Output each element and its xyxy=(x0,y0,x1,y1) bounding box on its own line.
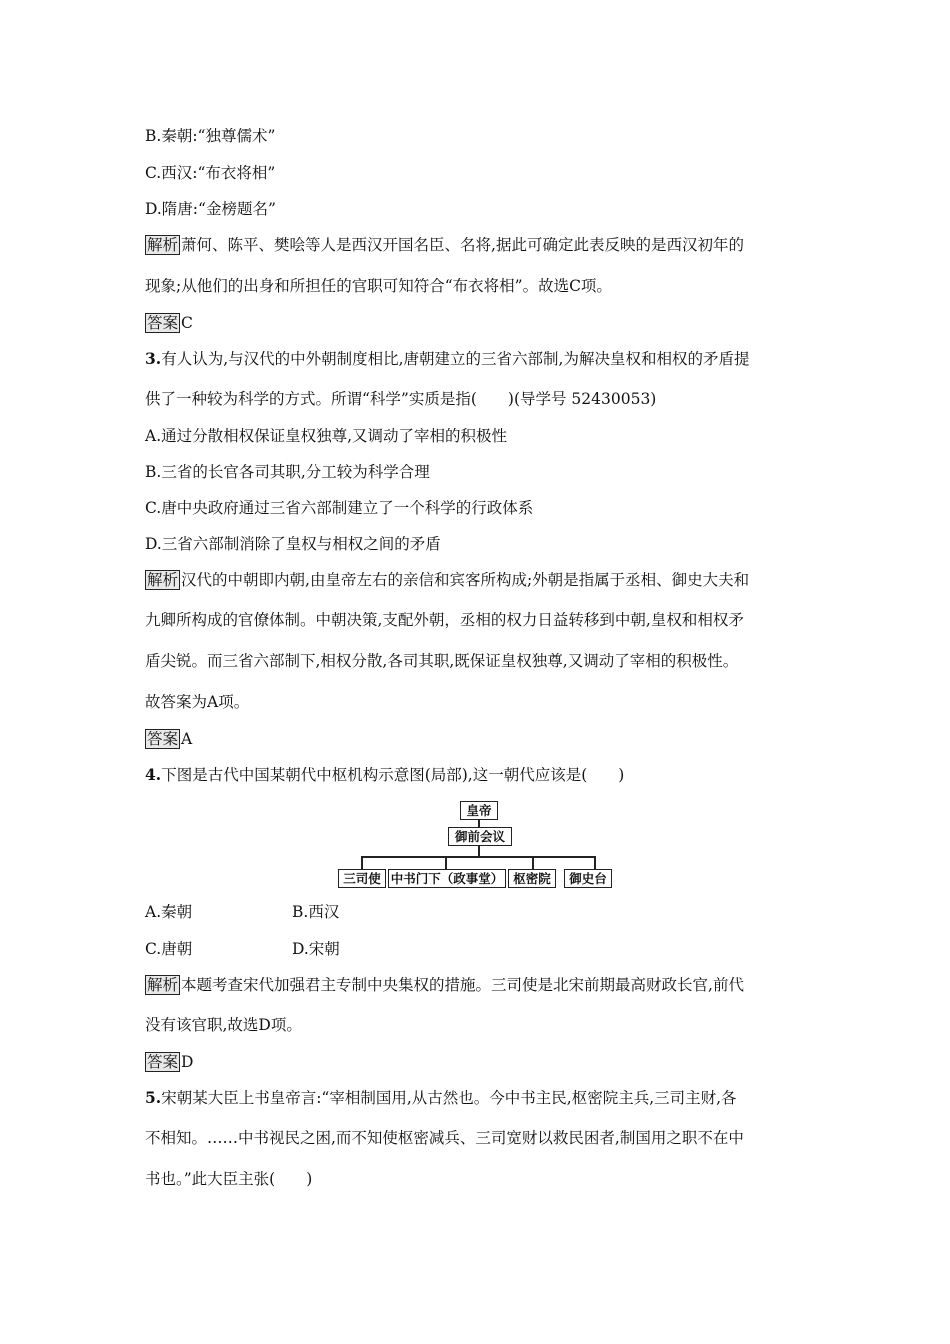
censorate-box: 御史台 xyxy=(564,869,612,888)
q4-option-c: C.唐朝 xyxy=(145,940,193,958)
answer-value: C xyxy=(181,314,193,332)
q4-option-b: B.西汉 xyxy=(292,903,340,921)
question-number: 5. xyxy=(145,1088,162,1107)
branch-line xyxy=(361,856,594,858)
q2-answer xyxy=(145,313,193,333)
connector-line xyxy=(532,856,534,869)
analysis-text: 本题考查宋代加强君主专制中央集权的措施。三司使是北宋前期最高财政长官,前代 xyxy=(181,976,744,994)
connector-line xyxy=(445,856,447,869)
connector-line xyxy=(478,820,480,827)
q5-stem-line-1 xyxy=(145,1088,737,1108)
q3-analysis-line-2: 九卿所构成的官僚体制。中朝决策,支配外朝，丞相的权力日益转移到中朝,皇权和相权矛 xyxy=(145,611,744,629)
finance-commission-box: 三司使 xyxy=(338,869,386,888)
answer-label: 答案 xyxy=(147,1053,179,1071)
q3-analysis-line-3: 盾尖锐。而三省六部制下,相权分散,各司其职,既保证皇权独尊,又调动了宰相的积极性。 xyxy=(145,652,739,670)
connector-line xyxy=(478,846,480,856)
q3-stem-line-2: 供了一种较为科学的方式。所谓“科学”实质是指( )(导学号 52430053) xyxy=(145,390,657,408)
q2-option-d: D.隋唐:“金榜题名” xyxy=(145,200,276,218)
connector-line xyxy=(594,856,596,869)
q4-analysis-line-2: 没有该官职,故选D项。 xyxy=(145,1016,302,1034)
q4-option-a: A.秦朝 xyxy=(145,903,193,921)
secretariat-box: 中书门下（政事堂） xyxy=(388,869,506,888)
q4-option-d: D.宋朝 xyxy=(292,940,340,958)
q3-option-d: D.三省六部制消除了皇权与相权之间的矛盾 xyxy=(145,535,441,553)
connector-line xyxy=(361,856,363,869)
q2-option-c: C.西汉:“布衣将相” xyxy=(145,164,276,182)
question-number: 3. xyxy=(145,349,162,368)
analysis-label: 解析 xyxy=(147,236,179,254)
q3-analysis-line-1 xyxy=(145,570,749,590)
q3-option-b: B.三省的长官各司其职,分工较为科学合理 xyxy=(145,463,430,481)
analysis-label: 解析 xyxy=(147,571,179,589)
question-number: 4. xyxy=(145,765,162,784)
emperor-box: 皇帝 xyxy=(460,801,498,820)
stem-text: 宋朝某大臣上书皇帝言:“宰相制国用,从古然也。今中书主民,枢密院主兵,三司主财,各 xyxy=(161,1089,737,1107)
military-affairs-box: 枢密院 xyxy=(508,869,556,888)
central-institutions-diagram xyxy=(336,798,616,890)
q3-option-c: C.唐中央政府通过三省六部制建立了一个科学的行政体系 xyxy=(145,499,534,517)
q2-analysis-line-2: 现象;从他们的出身和所担任的官职可知符合“布衣将相”。故选C项。 xyxy=(145,277,612,295)
analysis-label: 解析 xyxy=(147,976,179,994)
imperial-council-box: 御前会议 xyxy=(448,827,512,846)
q4-analysis-line-1 xyxy=(145,975,744,995)
answer-label: 答案 xyxy=(147,730,179,748)
answer-label: 答案 xyxy=(147,314,179,332)
answer-value: A xyxy=(181,730,193,748)
q4-stem xyxy=(145,765,624,785)
stem-text: 下图是古代中国某朝代中枢机构示意图(局部),这一朝代应该是( ) xyxy=(161,766,625,784)
q4-answer xyxy=(145,1052,193,1072)
answer-value: D xyxy=(181,1053,194,1071)
q3-answer xyxy=(145,729,192,749)
q3-stem-line-1 xyxy=(145,349,749,369)
q2-analysis-line-1 xyxy=(145,235,744,255)
stem-text: 有人认为,与汉代的中外朝制度相比,唐朝建立的三省六部制,为解决皇权和相权的矛盾提 xyxy=(161,350,750,368)
analysis-text: 萧何、陈平、樊哙等人是西汉开国名臣、名将,据此可确定此表反映的是西汉初年的 xyxy=(181,236,744,254)
q5-stem-line-3: 书也。”此大臣主张( ) xyxy=(145,1170,313,1188)
q5-stem-line-2: 不相知。……中书视民之困,而不知使枢密减兵、三司宽财以救民困者,制国用之职不在中 xyxy=(145,1129,744,1147)
analysis-text: 汉代的中朝即内朝,由皇帝左右的亲信和宾客所构成;外朝是指属于丞相、御史大夫和 xyxy=(181,571,750,589)
q2-option-b: B.秦朝:“独尊儒术” xyxy=(145,127,276,145)
q3-option-a: A.通过分散相权保证皇权独尊,又调动了宰相的积极性 xyxy=(145,427,508,445)
q3-analysis-line-4: 故答案为A项。 xyxy=(145,693,250,711)
